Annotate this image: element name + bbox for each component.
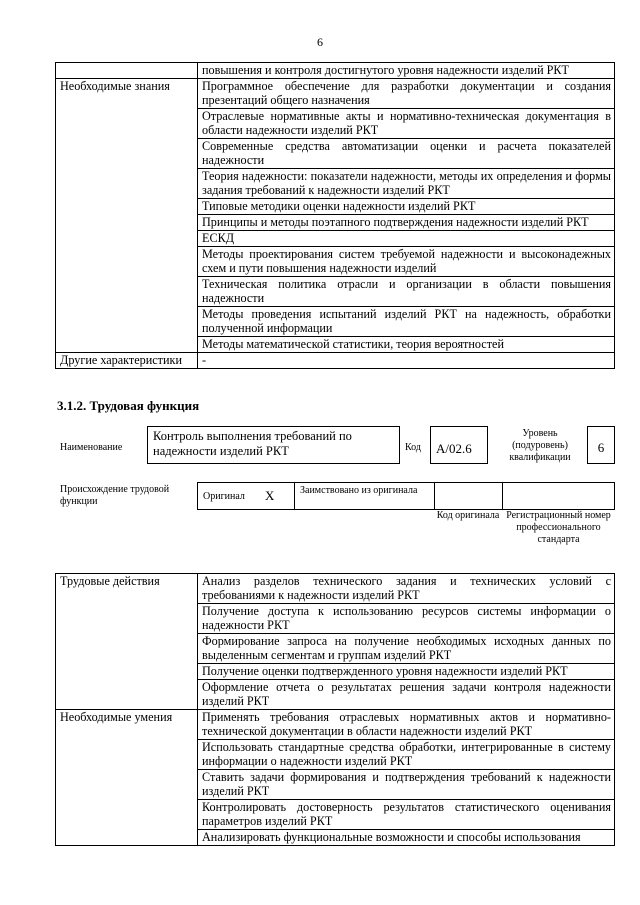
row-value: Анализ разделов технического задания и технических условий с требованиями к надежности изделий РКТ	[198, 574, 615, 604]
table-row	[56, 710, 615, 740]
function-name-box: Контроль выполнения требований по надежности изделий РКТ	[147, 426, 400, 464]
code-value-box: A/02.6	[430, 426, 488, 464]
row-value: Контролировать достоверность результатов статистического оценивания параметров изделий РКТ	[198, 800, 615, 830]
row-value: Ставить задачи формирования и подтверждения требований к надежности изделий РКТ	[198, 770, 615, 800]
level-value-box: 6	[587, 426, 615, 464]
row-value: Методы проведения испытаний изделий РКТ на надежность, обработки полученной информации	[198, 307, 615, 337]
row-value: Использовать стандартные средства обработки, интегрированные в систему информации о надежности изделий РКТ	[198, 740, 615, 770]
code-original-cell	[434, 482, 502, 510]
row-value: Теория надежности: показатели надежности, методы их определения и формы задания требований к надежности изделий РКТ	[198, 169, 615, 199]
row-value: Анализировать функциональные возможности и способы использования	[198, 830, 615, 846]
row-value: Программное обеспечение для разработки документации и создания презентаций общего назначения	[198, 79, 615, 109]
row-key-required-skills: Необходимые умения	[56, 710, 198, 846]
section-heading: 3.1.2. Трудовая функция	[57, 398, 200, 413]
reg-number-cell	[502, 482, 615, 510]
reg-number-caption: Регистрационный номер профессионального стандарта	[506, 510, 611, 545]
row-key	[56, 63, 198, 79]
table-row	[56, 353, 615, 369]
origin-label: Происхождение трудовой функции	[60, 484, 170, 507]
row-value: Техническая политика отрасли и организации в области повышения надежности	[198, 277, 615, 307]
row-value: Методы математической статистики, теория вероятностей	[198, 337, 615, 353]
row-value: Оформление отчета о результатах решения задачи контроля надежности изделий РКТ	[198, 680, 615, 710]
original-cell	[197, 482, 294, 510]
row-value: Применять требования отраслевых нормативных актов и нормативно-технической документации в области надежности изделий РКТ	[198, 710, 615, 740]
row-key-required-knowledge: Необходимые знания	[56, 79, 198, 353]
row-value: Формирование запроса на получение необходимых исходных данных по выделенным сегментам и группам изделий РКТ	[198, 634, 615, 664]
row-value: Современные средства автоматизации оценки и расчета показателей надежности	[198, 139, 615, 169]
borrowed-cell	[294, 482, 434, 510]
original-label: Оригинал	[203, 491, 245, 502]
row-value: Принципы и методы поэтапного подтверждения надежности изделий РКТ	[198, 215, 615, 231]
page-number: 6	[317, 35, 323, 49]
row-value: Получение оценки подтвержденного уровня надежности изделий РКТ	[198, 664, 615, 680]
original-mark: X	[265, 488, 275, 503]
code-label: Код	[405, 442, 421, 453]
code-original-caption: Код оригинала	[436, 510, 500, 521]
row-value: -	[198, 353, 615, 369]
knowledge-table	[55, 62, 615, 369]
table-row	[56, 63, 615, 79]
row-value: Методы проектирования систем требуемой надежности и высоконадежных схем и пути повышения надежности изделий	[198, 247, 615, 277]
row-value: Получение доступа к использованию ресурсов системы информации о надежности РКТ	[198, 604, 615, 634]
table-row	[56, 79, 615, 109]
table-row	[56, 574, 615, 604]
row-value: Отраслевые нормативные акты и нормативно-техническая документация в области надежности изделий РКТ	[198, 109, 615, 139]
level-label: Уровень (подуровень) квалификации	[509, 428, 571, 463]
row-value: ЕСКД	[198, 231, 615, 247]
row-value: повышения и контроля достигнутого уровня надежности изделий РКТ	[198, 63, 615, 79]
row-key-labor-actions: Трудовые действия	[56, 574, 198, 710]
row-value: Типовые методики оценки надежности изделий РКТ	[198, 199, 615, 215]
name-label: Наименование	[60, 442, 123, 453]
row-key-other-characteristics: Другие характеристики	[56, 353, 198, 369]
borrowed-label: Заимствовано из оригинала	[300, 485, 418, 496]
actions-table	[55, 573, 615, 846]
